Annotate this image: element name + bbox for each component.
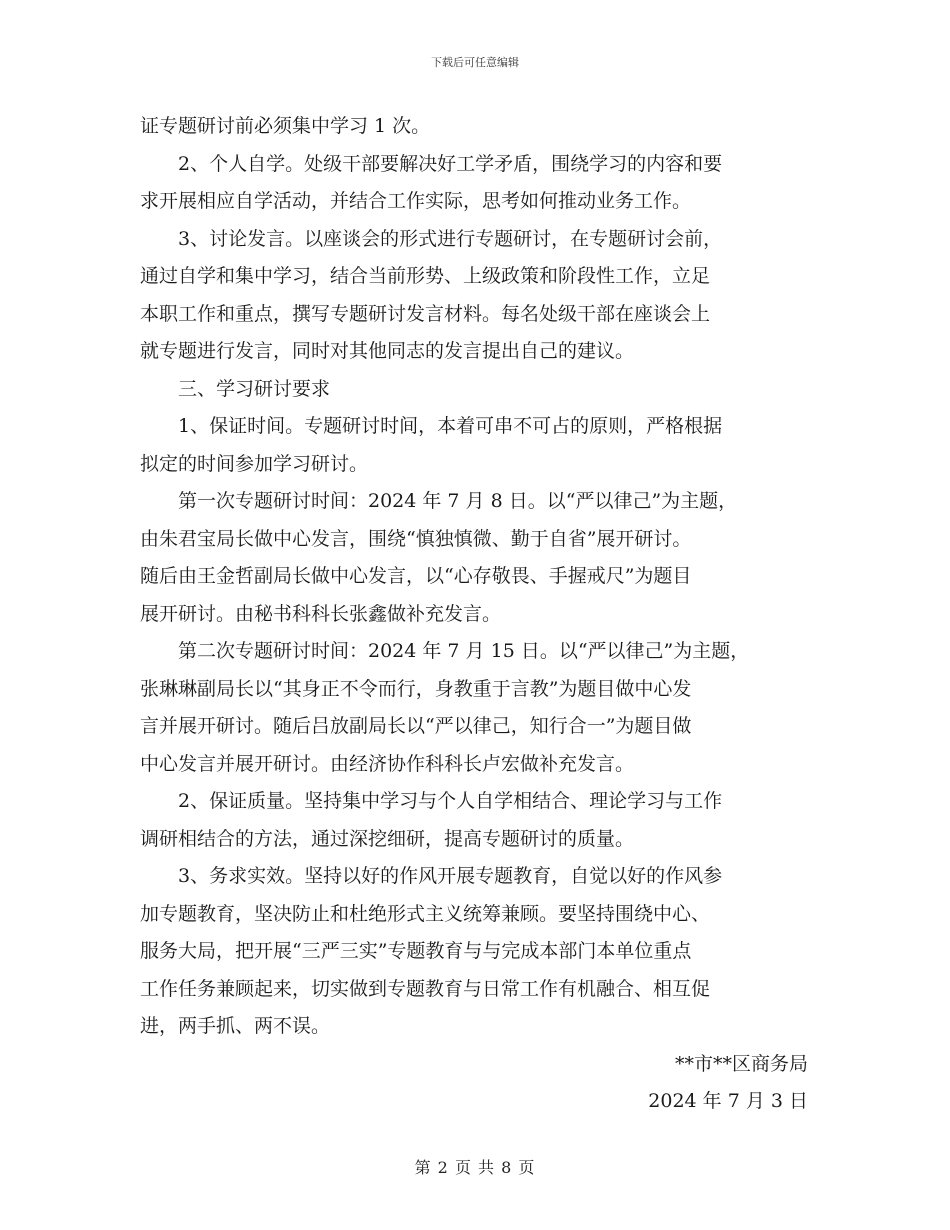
text-line: 就专题进行发言，同时对其他同志的发言提出自己的建议。 — [140, 340, 635, 362]
text-line: 第二次专题研讨时间：2024 年 7 月 15 日。以“严以律己”为主题， — [178, 640, 750, 662]
text-line: 展开研讨。由秘书科科长张鑫做补充发言。 — [140, 602, 502, 625]
text-line: 调研相结合的方法，通过深挖细研，提高专题研讨的质量。 — [140, 827, 635, 850]
text-line: 加专题教育，坚决防止和杜绝形式主义统筹兼顾。要坚持围绕中心、 — [140, 902, 711, 925]
header-note: 下载后可任意编辑 — [431, 56, 519, 69]
section-heading: 三、学习研讨要求 — [178, 377, 331, 400]
text-line: 进，两手抓、两不误。 — [140, 1015, 331, 1037]
text-line: 通过自学和集中学习，结合当前形势、上级政策和阶段性工作，立足 — [140, 265, 711, 287]
text-line: 中心发言并展开研讨。由经济协作科科长卢宏做补充发言。 — [140, 752, 635, 775]
text-line: 2、个人自学。处级干部要解决好工学矛盾，围绕学习的内容和要 — [178, 152, 723, 175]
text-line: 由朱君宝局长做中心发言，围绕“慎独慎微、勤于自省”展开研讨。 — [140, 527, 692, 550]
text-line: 服务大局，把开展“三严三实”专题教育与与完成本部门本单位重点 — [140, 940, 692, 962]
document-body — [140, 108, 812, 1121]
text-line: 2、保证质量。坚持集中学习与个人自学相结合、理论学习与工作 — [178, 790, 723, 812]
text-line: 3、讨论发言。以座谈会的形式进行专题研讨，在专题研讨会前， — [178, 227, 723, 250]
text-line: 工作任务兼顾起来，切实做到专题教育与日常工作有机融合、相互促 — [140, 977, 711, 1000]
text-line: 3、务求实效。坚持以好的作风开展专题教育，自觉以好的作风参 — [178, 865, 723, 887]
text-line: 本职工作和重点，撰写专题研讨发言材料。每名处级干部在座谈会上 — [140, 302, 711, 325]
signature-org: **市**区商务局 — [674, 1052, 808, 1075]
text-line: 随后由王金哲副局长做中心发言，以“心存敬畏、手握戒尺”为题目 — [140, 565, 692, 587]
text-line: 言并展开研讨。随后吕放副局长以“严以律己，知行合一”为题目做 — [140, 715, 692, 737]
text-line: 拟定的时间参加学习研讨。 — [140, 452, 369, 475]
text-line: 求开展相应自学活动，并结合工作实际，思考如何推动业务工作。 — [140, 190, 692, 212]
text-line: 证专题研讨前必须集中学习 1 次。 — [140, 115, 431, 137]
page-number: 第 2 页 共 8 页 — [414, 1158, 536, 1177]
signature-date: 2024 年 7 月 3 日 — [648, 1090, 808, 1112]
text-line: 第一次专题研讨时间：2024 年 7 月 8 日。以“严以律己”为主题， — [178, 490, 738, 512]
text-line: 张琳琳副局长以“其身正不令而行，身教重于言教”为题目做中心发 — [140, 677, 692, 700]
text-line: 1、保证时间。专题研讨时间，本着可串不可占的原则，严格根据 — [178, 415, 723, 437]
